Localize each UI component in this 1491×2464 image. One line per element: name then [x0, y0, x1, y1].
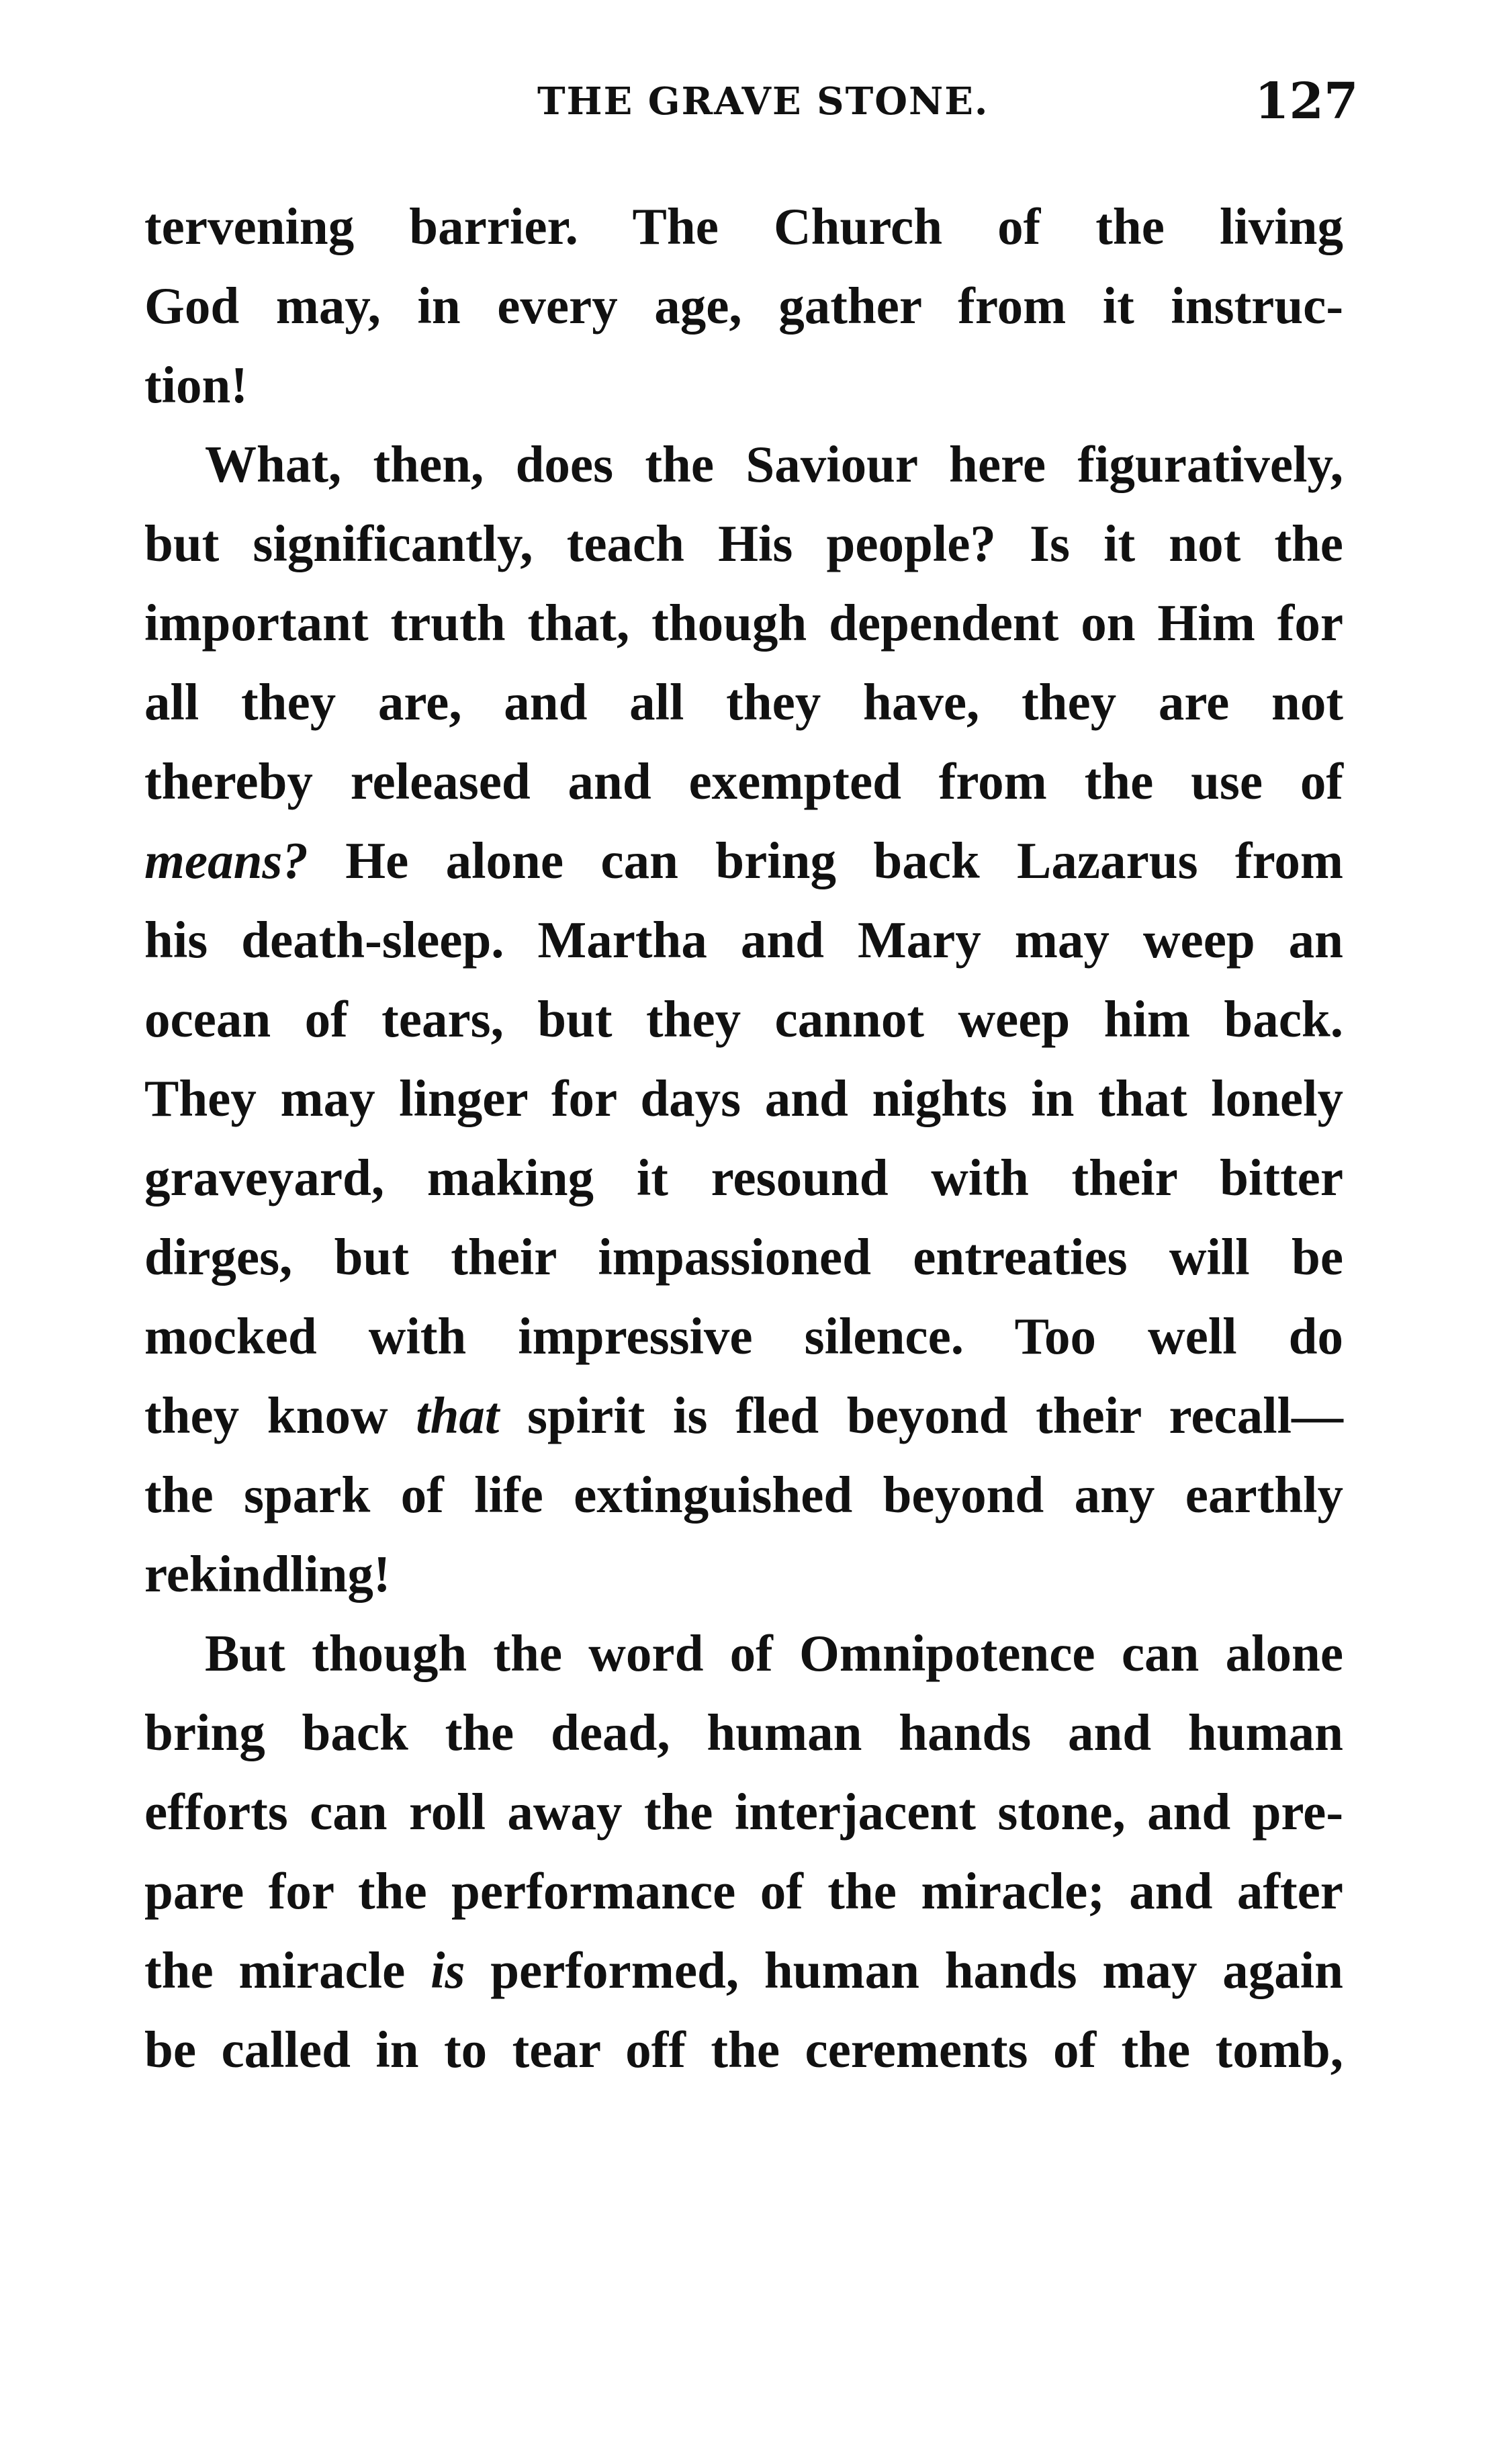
text-line: God may, in every age, gather from it instruc- — [144, 277, 1343, 335]
text-line: rekindling! — [144, 1545, 391, 1603]
text-line: dirges, but their impassioned entreaties will be — [144, 1228, 1343, 1286]
text-line: the spark of life extinguished beyond any earthly — [144, 1466, 1343, 1524]
text-line: graveyard, making it resound with their bitter — [144, 1149, 1343, 1206]
text-line: his death-sleep. Martha and Mary may weep an — [144, 911, 1343, 969]
text-line — [144, 1376, 1343, 1455]
running-head — [0, 73, 1491, 133]
text-segment: He alone can bring back Lazarus from — [308, 832, 1343, 889]
text-segment: the miracle — [144, 1941, 431, 1999]
text-line: What, then, does the Saviour here figuratively, — [205, 435, 1343, 493]
italic-text: means? — [144, 832, 308, 889]
text-line: all they are, and all they have, they are not — [144, 673, 1343, 731]
text-segment: they know — [144, 1387, 416, 1444]
text-segment: spirit is fled beyond their recall— — [499, 1387, 1343, 1444]
text-line: but significantly, teach His people? Is it not the — [144, 515, 1343, 572]
text-line: But though the word of Omnipotence can alone — [205, 1624, 1343, 1682]
italic-text: is — [431, 1941, 465, 1999]
text-line: efforts can roll away the interjacent stone, and pre- — [144, 1783, 1343, 1841]
italic-text: that — [416, 1387, 500, 1444]
text-line — [144, 1931, 1343, 2010]
body-text — [144, 187, 1343, 2089]
text-line: be called in to tear off the cerements of the tomb, — [144, 2021, 1343, 2078]
text-line: They may linger for days and nights in that lonely — [144, 1069, 1343, 1127]
running-title: THE GRAVE STONE. — [537, 79, 989, 124]
text-line: mocked with impressive silence. Too well do — [144, 1307, 1343, 1365]
text-line — [144, 821, 1343, 900]
text-line: tervening barrier. The Church of the living — [144, 197, 1343, 255]
text-line: tion! — [144, 356, 248, 414]
text-line: important truth that, though dependent on Him for — [144, 594, 1343, 652]
text-line: ocean of tears, but they cannot weep him back. — [144, 990, 1343, 1048]
text-segment: performed, human hands may again — [465, 1941, 1343, 1999]
text-line: pare for the performance of the miracle; and after — [144, 1862, 1343, 1920]
text-line: thereby released and exempted from the use of — [144, 752, 1343, 810]
text-line: bring back the dead, human hands and human — [144, 1704, 1343, 1761]
page-number: 127 — [1255, 73, 1359, 130]
